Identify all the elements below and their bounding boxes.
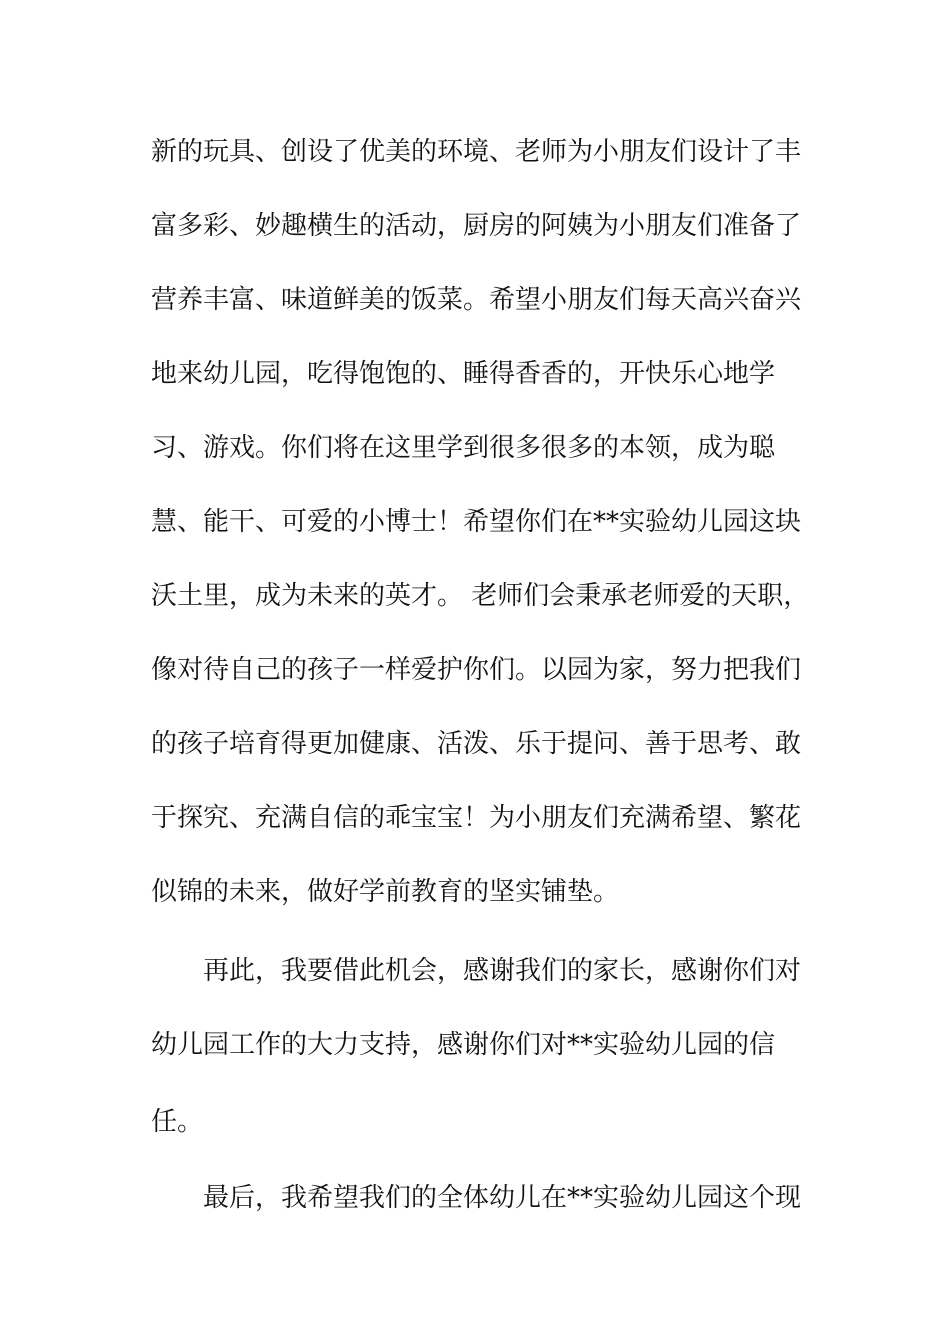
text-line: 于探究、充满自信的乖宝宝！为小朋友们充满希望、繁花 — [151, 803, 802, 833]
text-line: 富多彩、妙趣横生的活动，厨房的阿姨为小朋友们准备了 — [151, 211, 802, 241]
text-line: 沃土里，成为未来的英才。 老师们会秉承老师爱的天职， — [151, 581, 810, 611]
text-line: 营养丰富、味道鲜美的饭菜。希望小朋友们每天高兴奋兴 — [151, 285, 802, 315]
text-line: 新的玩具、创设了优美的环境、老师为小朋友们设计了丰 — [151, 137, 802, 167]
text-line: 慧、能干、可爱的小博士！希望你们在**实验幼儿园这块 — [151, 507, 802, 537]
text-line: 幼儿园工作的大力支持，感谢你们对**实验幼儿园的信 — [151, 1030, 776, 1060]
text-line: 任。 — [151, 1107, 204, 1137]
text-line: 像对待自己的孩子一样爱护你们。以园为家，努力把我们 — [151, 655, 802, 685]
text-line: 地来幼儿园，吃得饱饱的、睡得香香的，开快乐心地学 — [151, 359, 776, 389]
text-line: 似锦的未来，做好学前教育的坚实铺垫。 — [151, 877, 620, 907]
text-line: 的孩子培育得更加健康、活泼、乐于提问、善于思考、敢 — [151, 729, 802, 759]
paragraph-start-line: 最后，我希望我们的全体幼儿在**实验幼儿园这个现 — [203, 1183, 802, 1213]
paragraph-start-line: 再此，我要借此机会，感谢我们的家长，感谢你们对 — [203, 956, 802, 986]
text-line: 习、游戏。你们将在这里学到很多很多的本领，成为聪 — [151, 433, 776, 463]
